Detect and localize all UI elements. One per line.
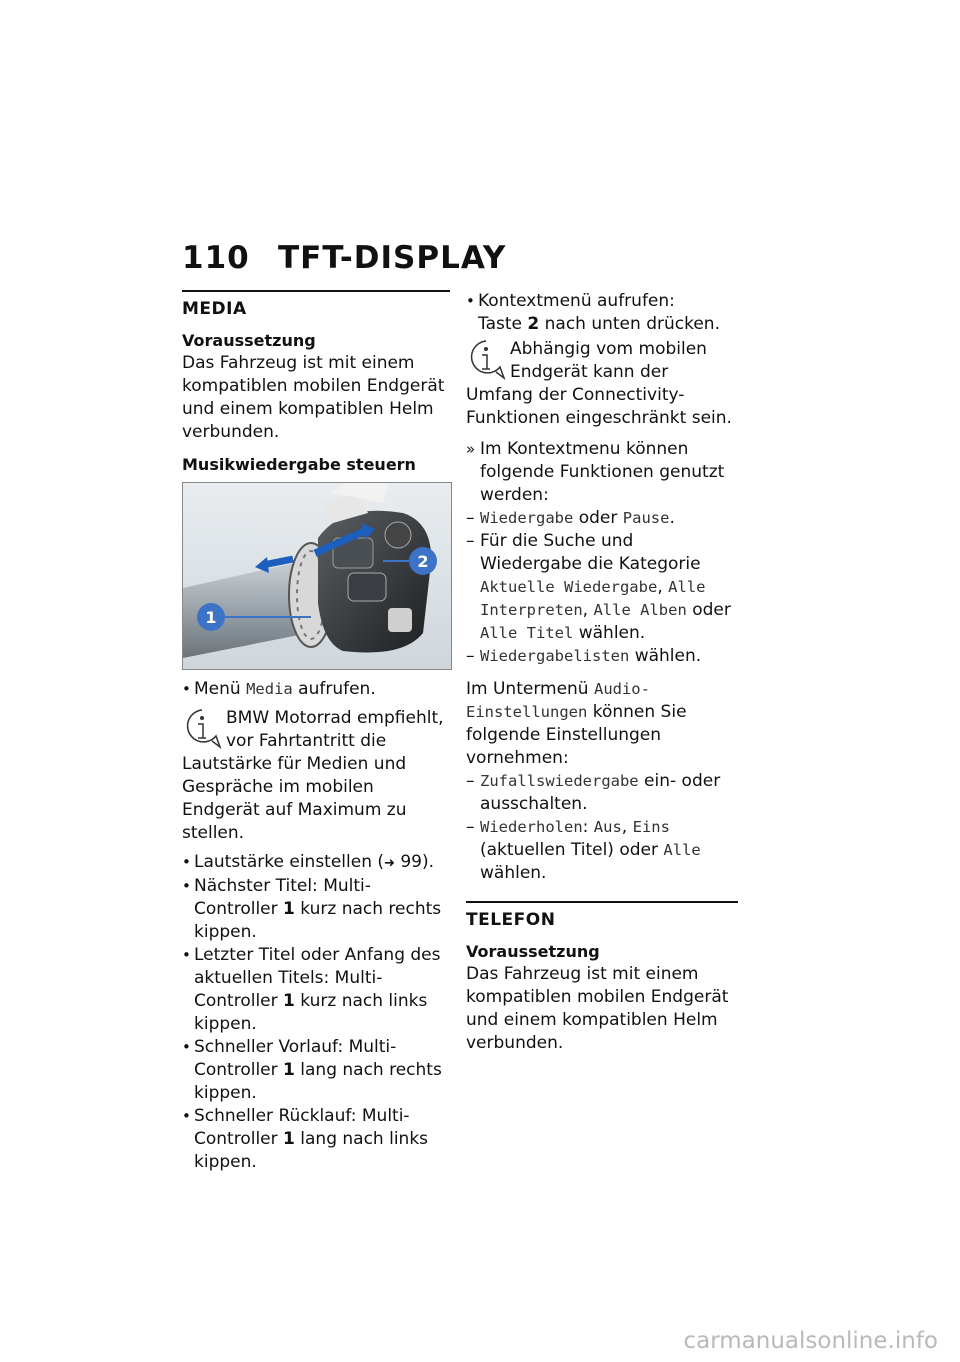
context-menu-list (466, 290, 738, 336)
list-item: – Wiederholen: Aus, Eins (aktuellen Titel) oder Alle wählen. (466, 816, 738, 885)
list-item: – Für die Suche und Wiedergabe die Kategorie Aktuelle Wiedergabe, Alle Interpreten, Alle Alben oder Alle Titel wählen. (466, 530, 738, 645)
prerequisite-text: Das Fahrzeug ist mit einem kompatiblen mobilen Endgerät und einem kompatiblen Helm verbunden. (466, 964, 729, 1053)
info-icon (466, 338, 506, 382)
callout-label-1: 1 (205, 608, 217, 627)
subsection-title: Musikwiedergabe steuern (182, 455, 416, 474)
page-ref-icon: ➜ (384, 856, 395, 871)
prerequisite-text: Das Fahrzeug ist mit einem kompatiblen mobilen Endgerät und einem kompatiblen Helm verbunden. (182, 353, 445, 442)
media-control-list (182, 851, 450, 1174)
media-menu-list (182, 678, 450, 701)
list-item: • Schneller Vorlauf: Multi-Controller 1 lang nach rechts kippen. (182, 1036, 450, 1105)
result-arrow-icon: » (466, 440, 476, 458)
page-ref[interactable]: 99 (400, 852, 422, 872)
info-note-text: BMW Motorrad empfiehlt, vor Fahrtantritt die Lautstärke für Medien und Gespräche im mobilen Endgerät auf Maximum zu stellen. (182, 708, 444, 843)
prerequisite-heading: Voraussetzung (182, 331, 316, 350)
page-number: 110 (182, 240, 250, 276)
watermark: carmanualsonline.info (683, 1328, 938, 1354)
list-item: – Wiedergabelisten wählen. (466, 645, 738, 668)
list-item: – Wiedergabe oder Pause. (466, 507, 738, 530)
handlebar-control-figure (182, 482, 452, 670)
section-divider (182, 290, 450, 292)
left-column (182, 290, 450, 1174)
list-item: • Menü Media aufrufen. (182, 678, 450, 701)
info-icon (182, 707, 222, 751)
right-column (466, 290, 738, 1055)
page-header (182, 240, 506, 276)
list-item: • Schneller Rücklauf: Multi-Controller 1 lang nach links kippen. (182, 1105, 450, 1174)
callout-label-2: 2 (417, 552, 429, 571)
handlebar-illustration (183, 483, 451, 669)
audio-settings-list (466, 770, 738, 885)
info-note-text: Abhängig vom mobilen Endgerät kann der Umfang der Connectivity-Funktionen eingeschränkt sein. (466, 339, 732, 428)
info-note (182, 707, 450, 845)
section-title-media: MEDIA (182, 299, 247, 319)
list-item: • Letzter Titel oder Anfang des aktuellen Titels: Multi-Controller 1 kurz nach links kippen. (182, 944, 450, 1036)
section-title-telefon: TELEFON (466, 910, 556, 930)
list-item: • Nächster Titel: Multi-Controller 1 kurz nach rechts kippen. (182, 875, 450, 944)
submenu-intro: Im Untermenü Audio-Einstellungen können Sie folgende Einstellungen vornehmen: (466, 679, 687, 768)
context-functions-list (466, 507, 738, 668)
list-item: • Lautstärke einstellen (➜ 99). (182, 851, 450, 875)
chapter-title: TFT-DISPLAY (278, 240, 507, 276)
info-note (466, 338, 738, 430)
section-divider (466, 901, 738, 903)
list-item: • Kontextmenü aufrufen: Taste 2 nach unten drücken. (466, 290, 738, 336)
prerequisite-heading: Voraussetzung (466, 942, 600, 961)
list-item: – Zufallswiedergabe ein- oder ausschalten. (466, 770, 738, 816)
result-item: » Im Kontextmenu können folgende Funktionen genutzt werden: (466, 439, 725, 505)
